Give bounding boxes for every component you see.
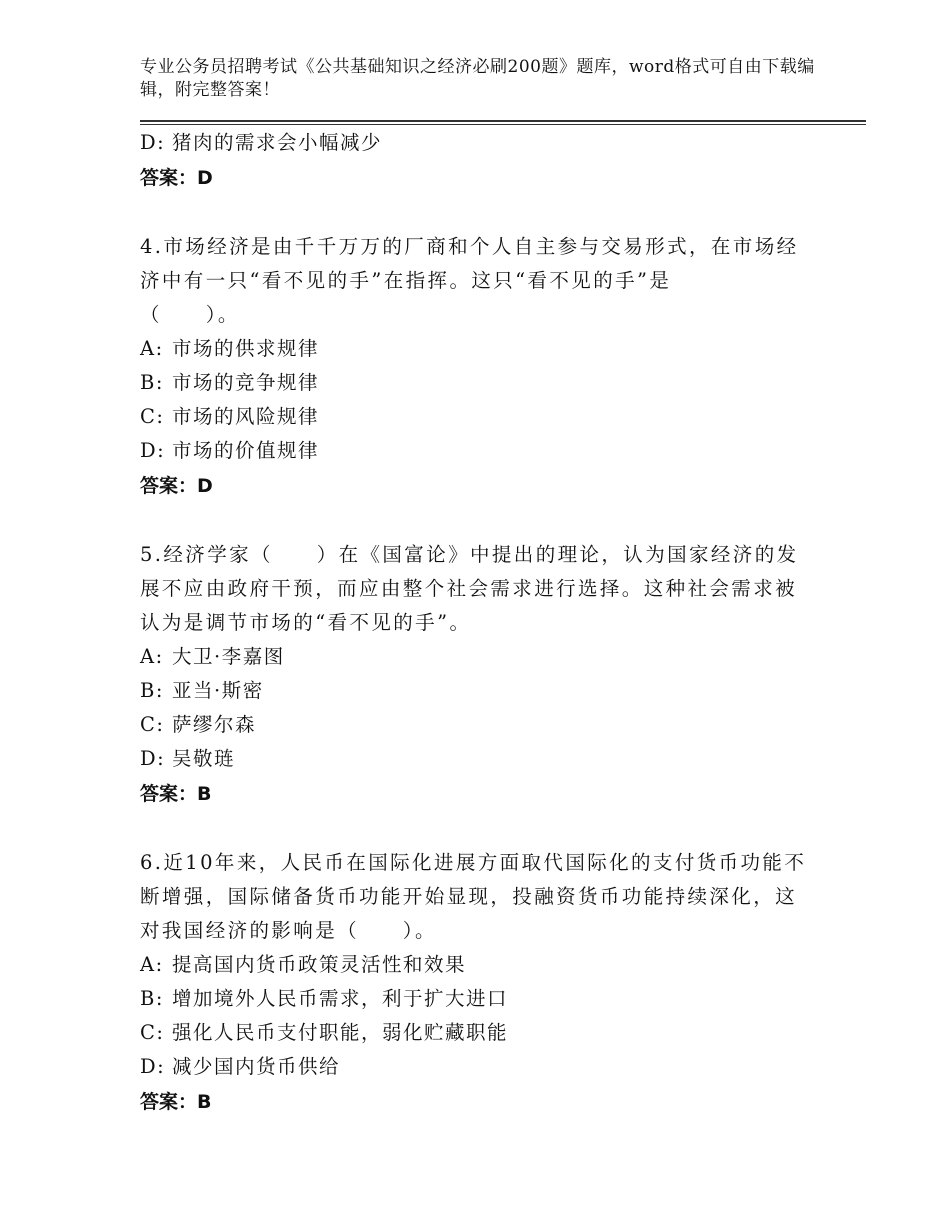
option-label: B:: [140, 371, 164, 394]
answer: [140, 468, 820, 504]
option-d: [140, 434, 820, 468]
prev-answer: [140, 160, 820, 196]
question-number: 4.: [140, 235, 164, 258]
option-label: A:: [140, 953, 164, 976]
option-c: [140, 1016, 820, 1050]
question-stem-line: [140, 230, 820, 264]
question-text: 近10年来，人民币在国际化进展方面取代国际化的支付货币功能不: [163, 851, 807, 874]
option-text: 吴敬琏: [172, 747, 236, 770]
answer-value: D: [197, 167, 213, 189]
answer-label: 答案：: [140, 167, 198, 189]
answer: [140, 1084, 820, 1120]
option-text: 增加境外人民币需求，利于扩大进口: [172, 987, 509, 1010]
question-stem-line: 断增强，国际储备货币功能开始显现，投融资货币功能持续深化，这: [140, 885, 798, 908]
option-d: [140, 1050, 820, 1084]
question-stem-line: [140, 538, 820, 572]
question-stem-line: 济中有一只“看不见的手”在指挥。这只“看不见的手”是: [140, 269, 672, 292]
document-body: [140, 126, 820, 1120]
option-label: D:: [140, 439, 166, 462]
option-text: 提高国内货币政策灵活性和效果: [172, 953, 467, 976]
option-c: [140, 708, 820, 742]
spacer: [140, 196, 820, 230]
option-text: 减少国内货币供给: [172, 1055, 341, 1078]
option-d: [140, 742, 820, 776]
question-stem-line: 认为是调节市场的“看不见的手”。: [140, 611, 472, 634]
answer-label: 答案：: [140, 1091, 198, 1113]
option-text: 市场的价值规律: [172, 439, 320, 462]
option-label: B:: [140, 679, 164, 702]
option-b: [140, 366, 820, 400]
question-6: [140, 846, 820, 1120]
option-text: 市场的竞争规律: [172, 371, 320, 394]
answer-value: D: [197, 475, 213, 497]
header-divider: [140, 120, 866, 125]
prev-option-d: [140, 126, 820, 160]
option-text: 亚当·斯密: [172, 679, 264, 702]
option-label: C:: [140, 1021, 165, 1044]
question-4: [140, 230, 820, 504]
answer-label: 答案：: [140, 475, 198, 497]
question-text: 市场经济是由千千万万的厂商和个人自主参与交易形式，在市场经: [163, 235, 799, 258]
option-label: C:: [140, 405, 165, 428]
option-a: [140, 948, 820, 982]
answer-value: B: [197, 783, 212, 805]
option-label: D:: [140, 131, 166, 154]
question-stem-line: 展不应由政府干预，而应由整个社会需求进行选择。这种社会需求被: [140, 577, 798, 600]
option-b: [140, 674, 820, 708]
option-label: A:: [140, 337, 164, 360]
question-5: [140, 538, 820, 812]
page-header: 专业公务员招聘考试《公共基础知识之经济必刷200题》题库，word格式可自由下载编辑，附完整答案！: [140, 57, 815, 100]
option-text: 市场的风险规律: [172, 405, 320, 428]
option-label: B:: [140, 987, 164, 1010]
question-stem-line: 对我国经济的影响是（ ）。: [140, 919, 437, 942]
question-number: 6.: [140, 851, 164, 874]
spacer: [140, 504, 820, 538]
question-number: 5.: [140, 543, 164, 566]
option-label: D:: [140, 747, 166, 770]
option-c: [140, 400, 820, 434]
question-text: 经济学家（ ）在《国富论》中提出的理论，认为国家经济的发: [163, 543, 799, 566]
option-text: 萨缪尔森: [172, 713, 257, 736]
option-text: 强化人民币支付职能，弱化贮藏职能: [172, 1021, 509, 1044]
question-stem-line: （ ）。: [140, 303, 240, 326]
question-stem-line: [140, 846, 820, 880]
spacer: [140, 812, 820, 846]
answer: [140, 776, 820, 812]
option-label: C:: [140, 713, 165, 736]
option-text: 市场的供求规律: [172, 337, 320, 360]
option-b: [140, 982, 820, 1016]
answer-label: 答案：: [140, 783, 198, 805]
answer-value: B: [197, 1091, 212, 1113]
option-text: 大卫·李嘉图: [172, 645, 285, 668]
option-a: [140, 640, 820, 674]
option-text: 猪肉的需求会小幅减少: [172, 131, 383, 154]
option-label: D:: [140, 1055, 166, 1078]
option-a: [140, 332, 820, 366]
option-label: A:: [140, 645, 164, 668]
